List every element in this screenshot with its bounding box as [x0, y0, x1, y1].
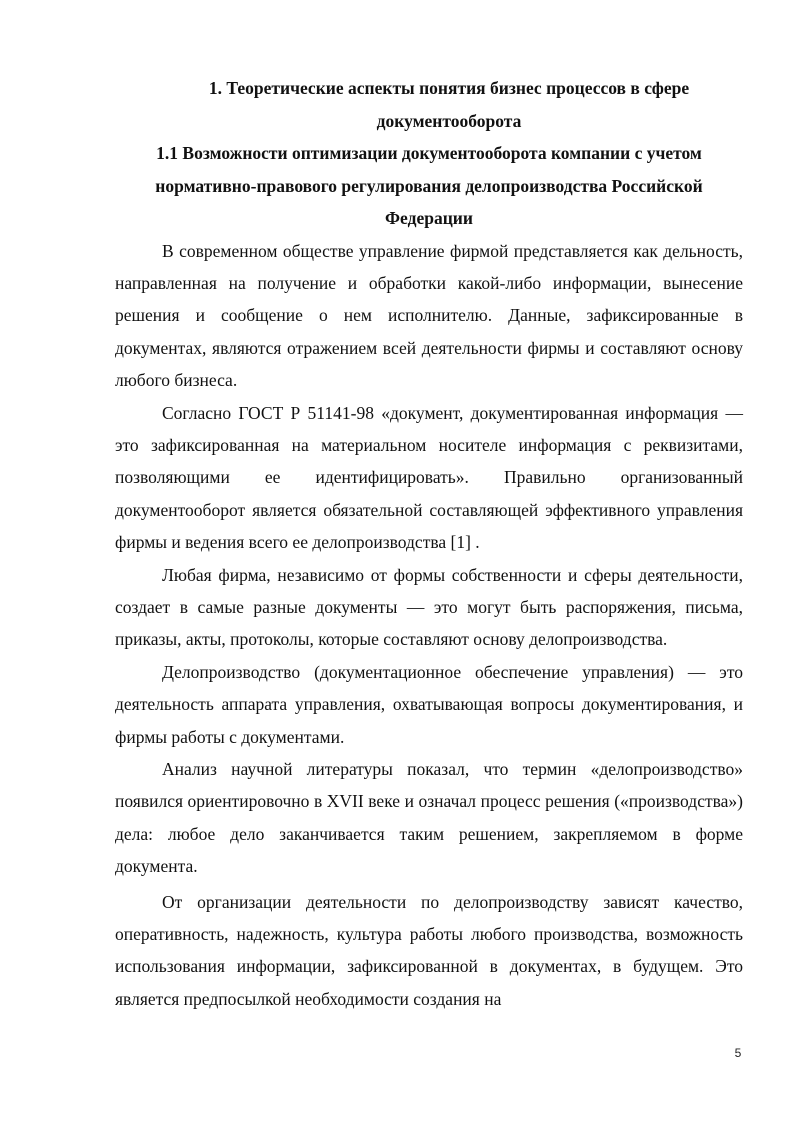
paragraph-2: Согласно ГОСТ Р 51141-98 «документ, документированная информация — это зафиксированная на материальном носителе информация с реквизитами, позволяющими ее идентифицировать». Правильно организованный документооборот является обязательной составляющей эффективного управления фирмы и ведения всего ее делопроизводства [1] . [115, 402, 743, 553]
paragraph-1: В современном обществе управление фирмой представляется как дельность, направленная на получение и обработки какой-либо информации, вынесение решения и сообщение о нем исполнителю. Данные, зафиксированные в документах, являются отражением всей деятельности фирмы и составляют основу любого бизнеса. [115, 240, 743, 391]
page-number: 5 [734, 1046, 742, 1060]
page-content [115, 72, 743, 1015]
subsection-heading: 1.1 Возможности оптимизации документооборота компании с учетом нормативно-правового регулирования делопроизводства Российской Федерации [155, 143, 703, 228]
paragraph-4: Делопроизводство (документационное обеспечение управления) — это деятельность аппарата управления, охватывающая вопросы документирования, и фирмы работы с документами. [115, 661, 743, 747]
paragraph-3: Любая фирма, независимо от формы собственности и сферы деятельности, создает в самые разные документы — это могут быть распоряжения, письма, приказы, акты, протоколы, которые составляют основу делопроизводства. [115, 564, 743, 650]
section-heading: 1. Теоретические аспекты понятия бизнес процессов в сфере документооборота [208, 78, 690, 131]
paragraph-6: От организации деятельности по делопроизводству зависят качество, оперативность, надежность, культура работы любого производства, возможность использования информации, зафиксированной в документах, в будущем. Это является предпосылкой необходимости создания на [115, 891, 743, 1009]
paragraph-5: Анализ научной литературы показал, что термин «делопроизводство» появился ориентировочно в XVII веке и означал процесс решения («производства») дела: любое дело заканчивается таким решением, закрепляемом в форме документа. [115, 759, 743, 877]
